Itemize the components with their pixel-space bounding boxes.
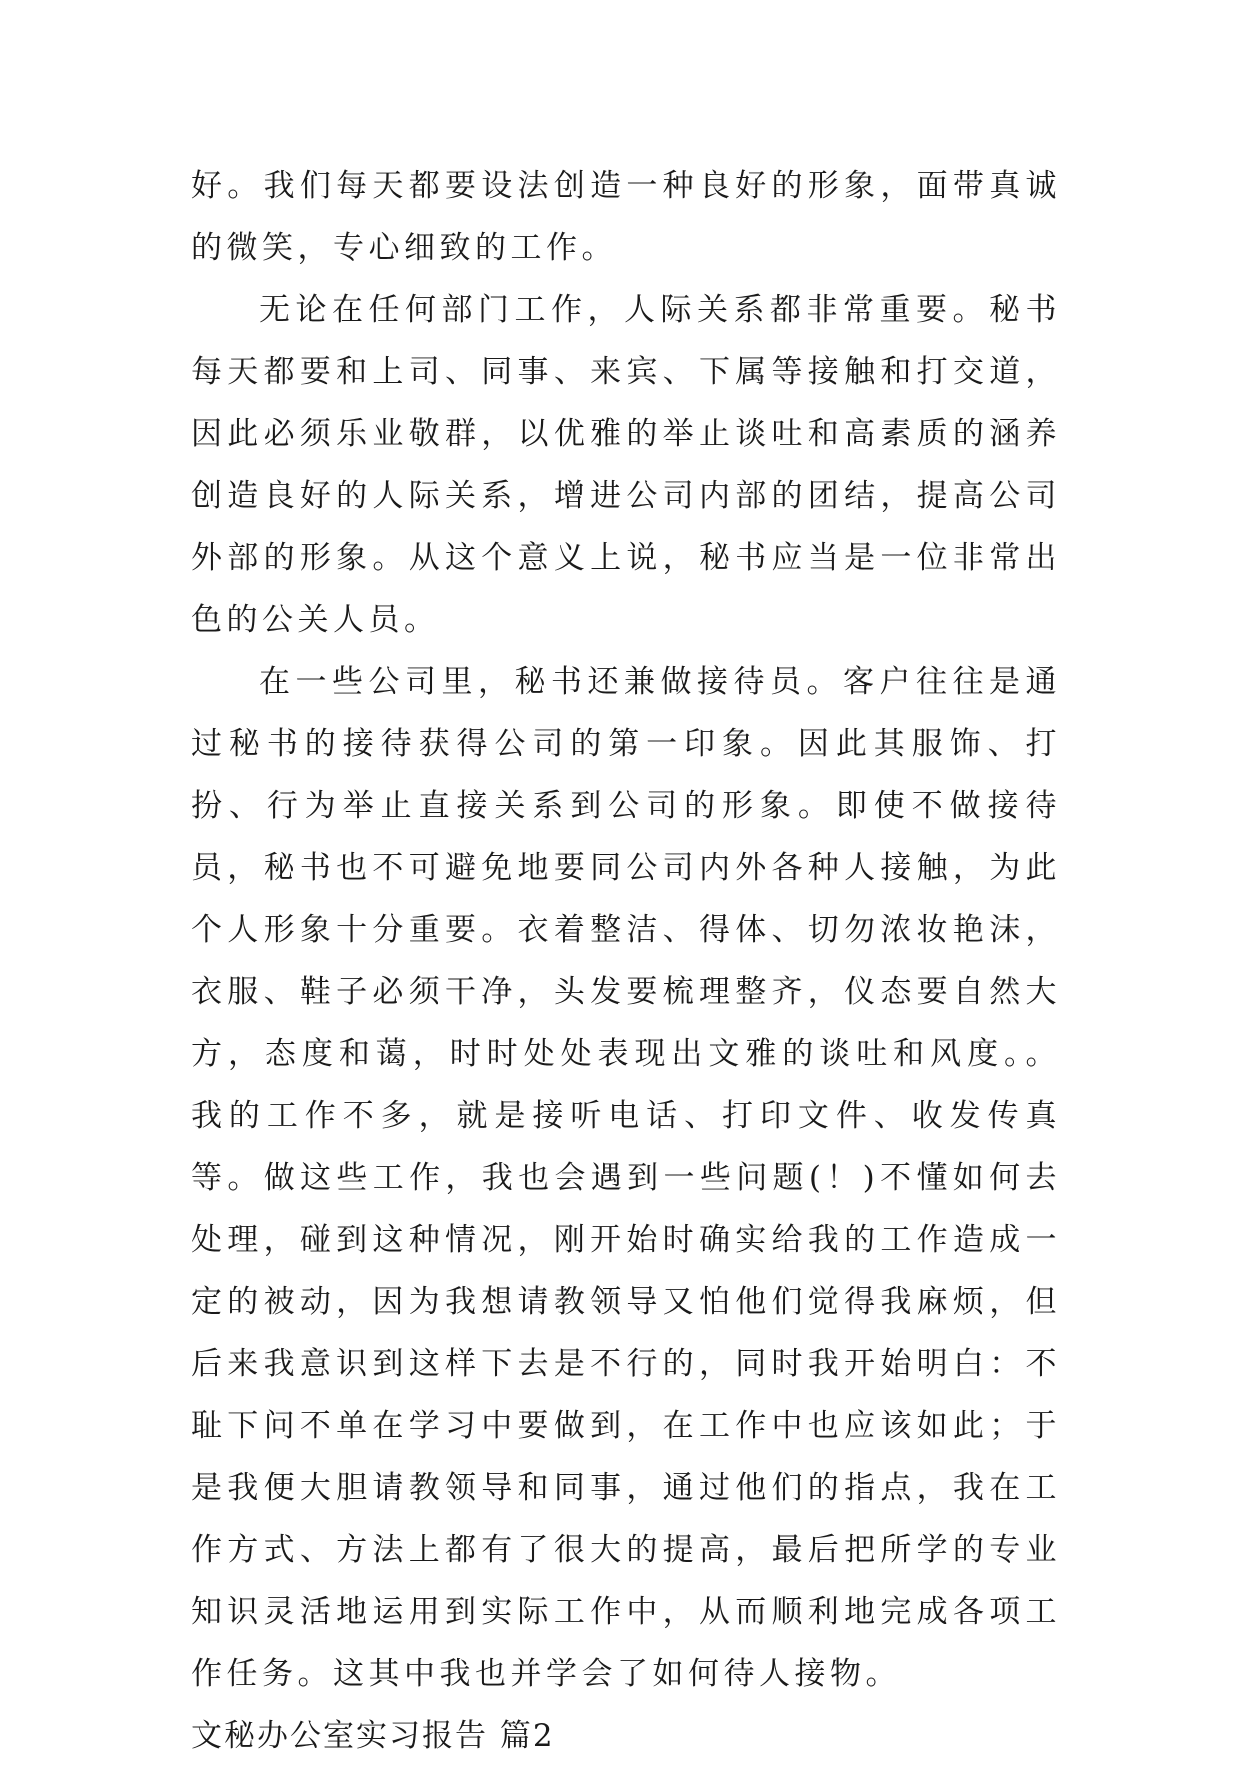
paragraph-interpersonal: 无论在任何部门工作，人际关系都非常重要。秘书每天都要和上司、同事、来宾、下属等接触和打交道，因此必须乐业敬群，以优雅的举止谈吐和高素质的涵养创造良好的人际关系，增进公司内部的团结，提高公司外部的形象。从这个意义上说，秘书应当是一位非常出色的公关人员。: [191, 292, 1061, 638]
section-heading: 文秘办公室实习报告 篇2: [191, 1718, 555, 1754]
document-body: [191, 155, 1061, 1767]
paragraph-reception: 在一些公司里，秘书还兼做接待员。客户往往是通过秘书的接待获得公司的第一印象。因此其服饰、打扮、行为举止直接关系到公司的形象。即使不做接待员，秘书也不可避免地要同公司内外各种人接触，为此个人形象十分重要。衣着整洁、得体、切勿浓妆艳沫，衣服、鞋子必须干净，头发要梳理整齐，仪态要自然大方，态度和蔼，时时处处表现出文雅的谈吐和风度。。我的工作不多，就是接听电话、打印文件、收发传真等。做这些工作，我也会遇到一些问题(！)不懂如何去处理，碰到这种情况，刚开始时确实给我的工作造成一定的被动，因为我想请教领导又怕他们觉得我麻烦，但后来我意识到这样下去是不行的，同时我开始明白：不耻下问不单在学习中要做到，在工作中也应该如此；于是我便大胆请教领导和同事，通过他们的指点，我在工作方式、方法上都有了很大的提高，最后把所学的专业知识灵活地运用到实际工作中，从而顺利地完成各项工作任务。这其中我也并学会了如何待人接物。: [191, 664, 1061, 1692]
paragraph-continuation: 好。我们每天都要设法创造一种良好的形象，面带真诚的微笑，专心细致的工作。: [191, 168, 1061, 266]
